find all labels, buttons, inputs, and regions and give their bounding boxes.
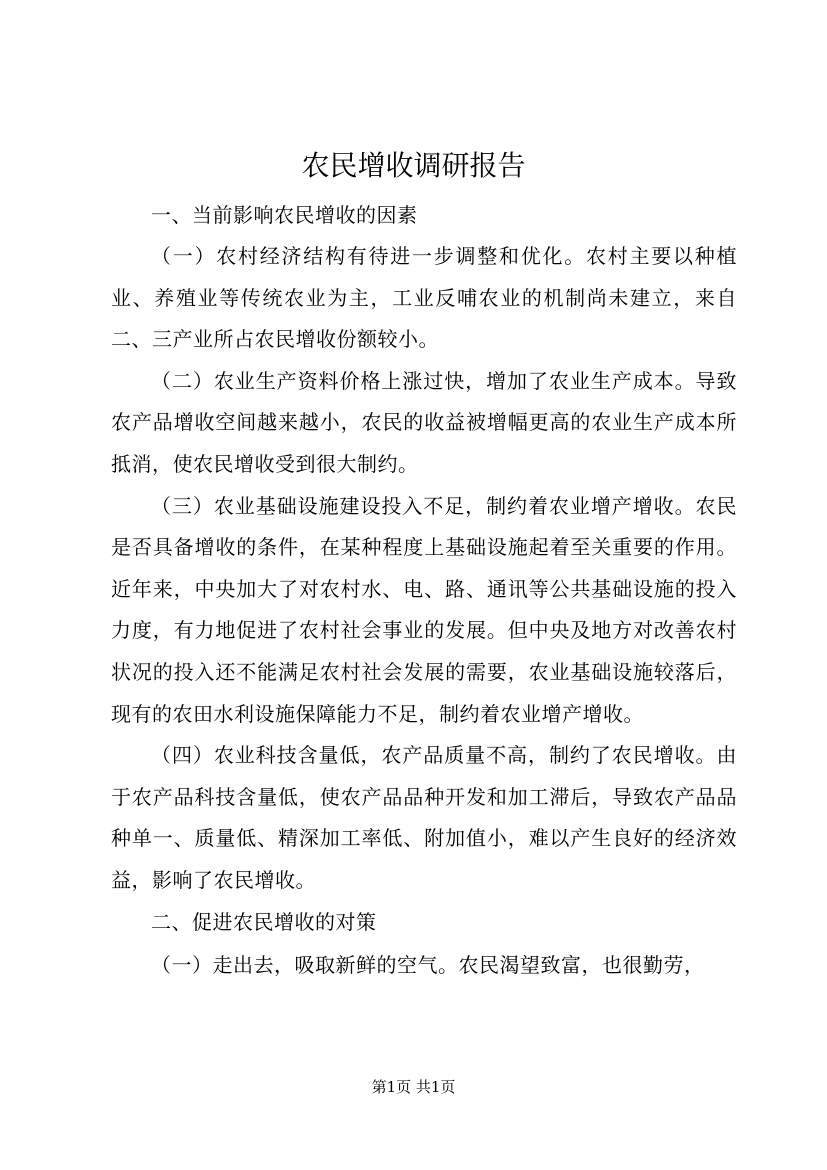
paragraph-1: （一）农村经济结构有待进一步调整和优化。农村主要以种植业、养殖业等传统农业为主，工业反哺农业的机制尚未建立，来自二、三产业所占农民增收份额较小。 [111, 244, 737, 352]
paragraph-4: （四）农业科技含量低，农产品质量不高，制约了农民增收。由于农产品科技含量低，使农产品品种开发和加工滞后，导致农产品品种单一、质量低、精深加工率低、附加值小，难以产生良好的经济效益，影响了农民增收。 [111, 743, 737, 892]
paragraph-2: （二）农业生产资料价格上涨过快，增加了农业生产成本。导致农产品增收空间越来越小，农民的收益被增幅更高的农业生产成本所抵消，使农民增收受到很大制约。 [111, 368, 737, 476]
document-body [111, 196, 737, 987]
document-title: 农民增收调研报告 [301, 149, 526, 182]
page-footer: 第1页 共1页 [371, 1078, 456, 1096]
section-heading-1: 一、当前影响农民增收的因素 [151, 203, 418, 227]
paragraph-3: （三）农业基础设施建设投入不足，制约着农业增产增收。农民是否具备增收的条件，在某种程度上基础设施起着至关重要的作用。近年来，中央加大了对农村水、电、路、通讯等公共基础设施的投入力度，有力地促进了农村社会事业的发展。但中央及地方对改善农村状况的投入还不能满足农村社会发展的需要，农业基础设施较落后，现有的农田水利设施保障能力不足，制约着农业增产增收。 [111, 493, 737, 726]
paragraph-5: （一）走出去，吸取新鲜的空气。农民渴望致富，也很勤劳， [151, 953, 705, 978]
section-heading-2: 二、促进农民增收的对策 [151, 909, 377, 934]
